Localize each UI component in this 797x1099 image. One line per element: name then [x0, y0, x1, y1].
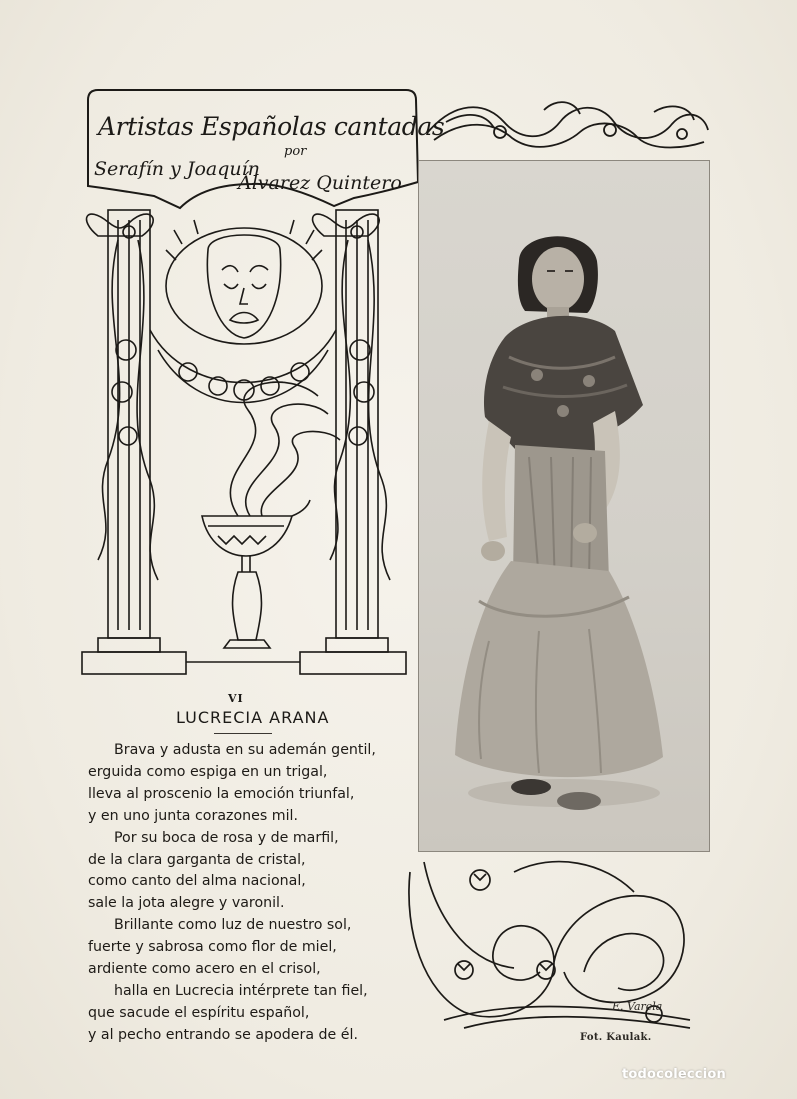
poem-line: Por su boca de rosa y de marfil,: [114, 829, 339, 846]
poem-line: lleva al proscenio la emoción triunfal,: [88, 785, 355, 802]
header-por: por: [284, 144, 307, 159]
poem-line: de la clara garganta de cristal,: [88, 851, 306, 868]
theatre-illustration: [78, 200, 410, 694]
poem-line: halla en Lucrecia intérprete tan fiel,: [114, 982, 368, 999]
poem-title: LUCRECIA ARANA: [176, 708, 330, 727]
poem-numeral: VI: [228, 692, 244, 705]
header-authors-first: Serafín y Joaquín: [94, 158, 260, 180]
poem-line: Brillante como luz de nuestro sol,: [114, 917, 352, 934]
woman-figure: [419, 161, 709, 851]
scroll-ornament-top: [424, 92, 712, 158]
site-watermark: todocoleccion: [622, 1067, 726, 1082]
poem-line: que sacude el espíritu español,: [88, 1004, 310, 1021]
illustrator-signature: E. Varela: [612, 1000, 663, 1013]
poem-line: Brava y adusta en su ademán gentil,: [114, 742, 376, 758]
photo-credit: Fot. Kaulak.: [580, 1032, 652, 1043]
header-authors-last: Álvarez Quintero: [238, 172, 402, 194]
poem-line: sale la jota alegre y varonil.: [88, 895, 285, 912]
title-cartouche: [84, 86, 445, 214]
header-title: Artistas Españolas cantadas: [98, 112, 445, 141]
poem-body: [88, 740, 408, 1047]
poem-line: ardiente como acero en el crisol,: [88, 961, 321, 978]
poem-line: como canto del alma nacional,: [88, 873, 306, 890]
poem-line: y en uno junta corazones mil.: [88, 807, 298, 824]
poem-line: erguida como espiga en un trigal,: [88, 763, 328, 780]
portrait-photo: [418, 160, 710, 852]
poem-line: y al pecho entrando se apodera de él.: [88, 1026, 358, 1043]
poem-line: fuerte y sabrosa como flor de miel,: [88, 939, 337, 956]
title-divider: [214, 733, 272, 734]
